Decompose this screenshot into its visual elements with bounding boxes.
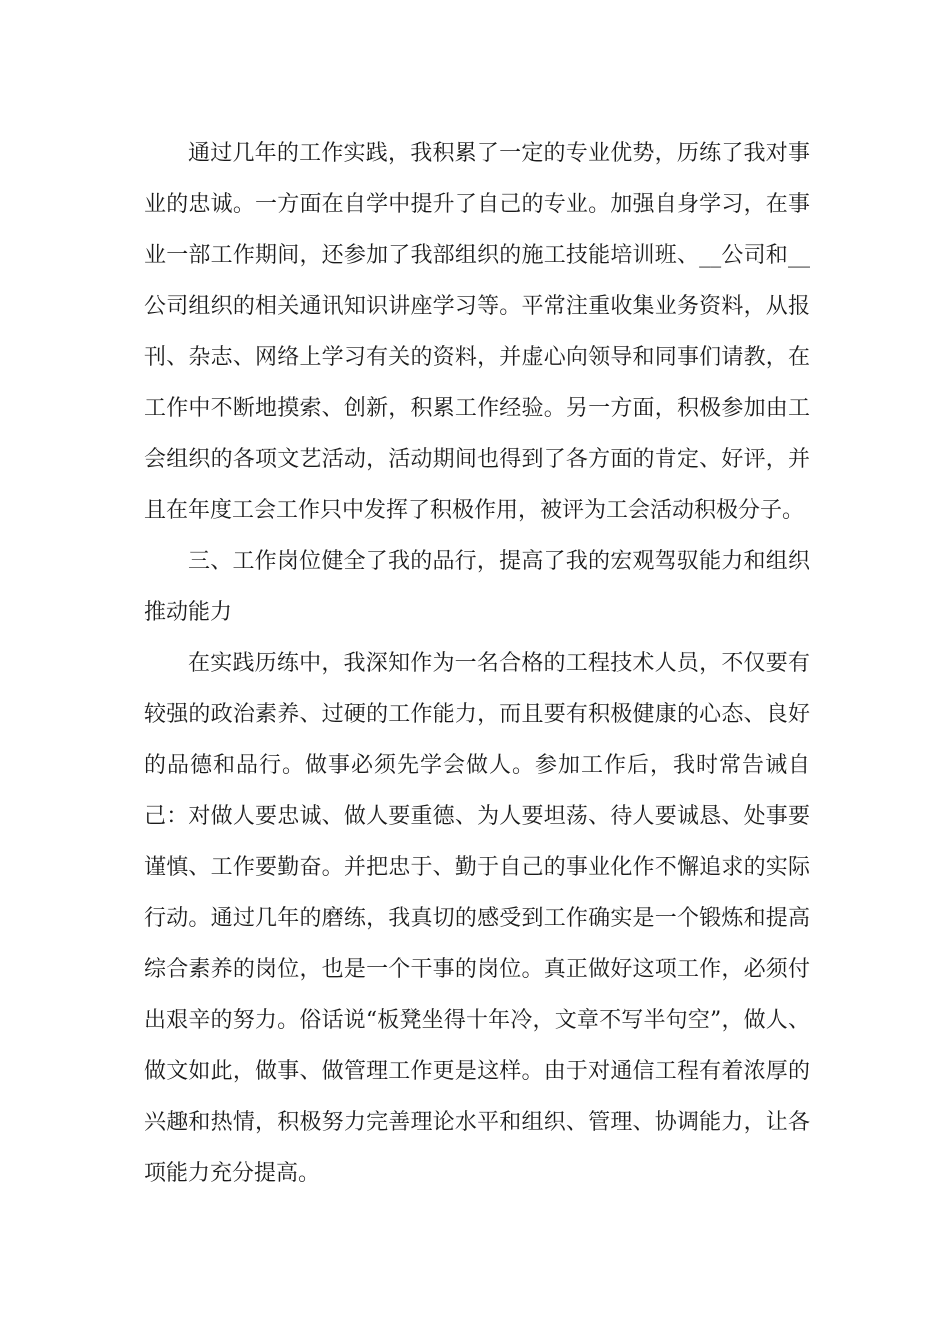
section-heading-three: 三、工作岗位健全了我的品行，提高了我的宏观驾驭能力和组织推动能力	[144, 549, 810, 625]
paragraph-practice-experience: 在实践历练中，我深知作为一名合格的工程技术人员，不仅要有较强的政治素养、过硬的工作能力，而且要有积极健康的心态、良好的品德和品行。做事必须先学会做人。参加工作后，我时常告诫自己：对做人要忠诚、做人要重德、为人要坦荡、待人要诚恳、处事要谨慎、工作要勤奋。并把忠于、勤于自己的事业化作不懈追求的实际行动。通过几年的磨练，我真切的感受到工作确实是一个锻炼和提高综合素养的岗位，也是一个干事的岗位。真正做好这项工作，必须付出艰辛的努力。俗话说“板凳坐得十年冷，文章不写半句空”，做人、做文如此，做事、做管理工作更是这样。由于对通信工程有着浓厚的兴趣和热情，积极努力完善理论水平和组织、管理、协调能力，让各项能力充分提高。	[144, 651, 810, 1186]
document-body	[144, 128, 810, 1199]
paragraph-work-practice: 通过几年的工作实践，我积累了一定的专业优势，历练了我对事业的忠诚。一方面在自学中提升了自己的专业。加强自身学习，在事业一部工作期间，还参加了我部组织的施工技能培训班、__公司和__公司组织的相关通讯知识讲座学习等。平常注重收集业务资料，从报刊、杂志、网络上学习有关的资料，并虚心向领导和同事们请教，在工作中不断地摸索、创新，积累工作经验。另一方面，积极参加由工会组织的各项文艺活动，活动期间也得到了各方面的肯定、好评，并且在年度工会工作只中发挥了积极作用，被评为工会活动积极分子。	[144, 141, 810, 523]
